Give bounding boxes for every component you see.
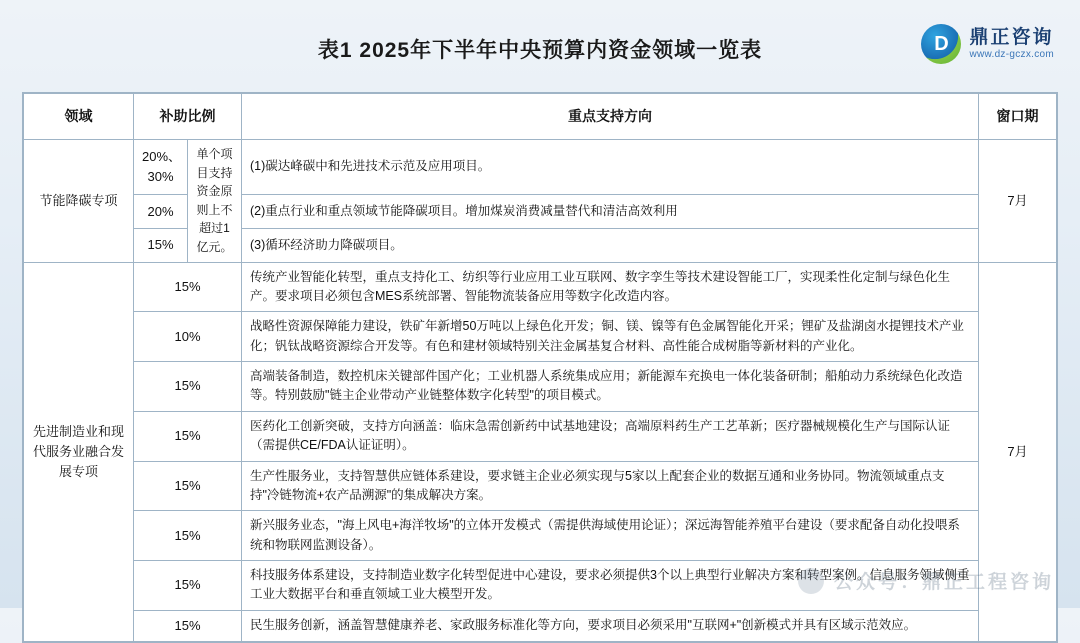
window-cell: 7月 xyxy=(979,262,1057,641)
window-cell: 7月 xyxy=(979,140,1057,263)
direction-cell: 医药化工创新突破，支持方向涵盖：临床急需创新药中试基地建设；高端原料药生产工艺革新；医疗器械规模化生产与国际认证（需提供CE/FDA认证证明）。 xyxy=(242,411,979,461)
ratio-cell: 10% xyxy=(134,312,242,362)
table-row xyxy=(24,195,1057,229)
brand-logo xyxy=(921,24,1054,64)
ratio-cell: 20% xyxy=(134,195,188,229)
ratio-cell: 15% xyxy=(134,228,188,262)
direction-cell: 民生服务创新，涵盖智慧健康养老、家政服务标准化等方向，要求项目必须采用"互联网+"创新模式并具有区域示范效应。 xyxy=(242,610,979,641)
table-header xyxy=(24,94,1057,140)
table-body xyxy=(24,140,1057,642)
logo-mark-icon: D xyxy=(921,24,961,64)
table-row xyxy=(24,561,1057,611)
ratio-cell: 15% xyxy=(134,461,242,511)
area-cell: 节能降碳专项 xyxy=(24,140,134,263)
ratio-note-cell: 单个项目支持资金原则上不超过1亿元。 xyxy=(188,140,242,263)
table-row xyxy=(24,262,1057,312)
direction-cell: 新兴服务业态，"海上风电+海洋牧场"的立体开发模式（需提供海域使用论证）；深远海智能养殖平台建设（要求配备自动化投喂系统和物联网监测设备）。 xyxy=(242,511,979,561)
area-cell: 先进制造业和现代服务业融合发展专项 xyxy=(24,262,134,641)
ratio-cell: 15% xyxy=(134,411,242,461)
ratio-cell: 15% xyxy=(134,262,242,312)
logo-website-url: www.dz-gczx.com xyxy=(969,48,1054,60)
logo-company-name: 鼎正咨询 xyxy=(969,27,1054,49)
ratio-cell: 15% xyxy=(134,511,242,561)
table-row xyxy=(24,610,1057,641)
column-header-area: 领域 xyxy=(24,94,134,140)
ratio-cell: 15% xyxy=(134,561,242,611)
column-header-ratio: 补助比例 xyxy=(134,94,242,140)
direction-cell: 生产性服务业，支持智慧供应链体系建设，要求链主企业必须实现与5家以上配套企业的数据互通和业务协同。物流领域重点支持"冷链物流+农产品溯源"的集成解决方案。 xyxy=(242,461,979,511)
table-row xyxy=(24,362,1057,412)
table-row xyxy=(24,140,1057,195)
column-header-direction: 重点支持方向 xyxy=(242,94,979,140)
table-row xyxy=(24,411,1057,461)
table-row xyxy=(24,228,1057,262)
ratio-cell: 20%、30% xyxy=(134,140,188,195)
table-row xyxy=(24,511,1057,561)
direction-cell: 战略性资源保障能力建设，铁矿年新增50万吨以上绿色化开发；铜、镁、镍等有色金属智能化开采；锂矿及盐湖卤水提锂技术产业化；钒钛战略资源综合开发等。有色和建材领域特别关注金属基复合材料、高性能合成树脂等新材料的产业化。 xyxy=(242,312,979,362)
table-row xyxy=(24,312,1057,362)
page-title: 表1 2025年下半年中央预算内资金领域一览表 xyxy=(317,39,763,62)
table-row xyxy=(24,461,1057,511)
direction-cell: (1)碳达峰碳中和先进技术示范及应用项目。 xyxy=(242,140,979,195)
direction-cell: 传统产业智能化转型，重点支持化工、纺织等行业应用工业互联网、数字孪生等技术建设智能工厂，实现柔性化定制与绿色化生产。要求项目必须包含MES系统部署、智能物流装备应用等数字化改造内容。 xyxy=(242,262,979,312)
table-header-row xyxy=(24,94,1057,140)
ratio-cell: 15% xyxy=(134,610,242,641)
ratio-cell: 15% xyxy=(134,362,242,412)
watermark-text: 公众号：鼎正工程咨询 xyxy=(833,572,1054,593)
column-header-window: 窗口期 xyxy=(979,94,1057,140)
page-header xyxy=(0,0,1080,92)
direction-cell: (3)循环经济助力降碳项目。 xyxy=(242,228,979,262)
direction-cell: 高端装备制造，数控机床关键部件国产化；工业机器人系统集成应用；新能源车充换电一体化装备研制；船舶动力系统绿色化改造等。特别鼓励"链主企业带动产业链整体数字化转型"的项目模式。 xyxy=(242,362,979,412)
fund-table xyxy=(23,93,1057,642)
fund-table-container xyxy=(22,92,1058,643)
direction-cell: 科技服务体系建设，支持制造业数字化转型促进中心建设，要求必须提供3个以上典型行业解决方案和转型案例。信息服务领域侧重工业大数据平台和垂直领域工业大模型开发。 xyxy=(242,561,979,611)
direction-cell: (2)重点行业和重点领域节能降碳项目。增加煤炭消费减量替代和清洁高效利用 xyxy=(242,195,979,229)
